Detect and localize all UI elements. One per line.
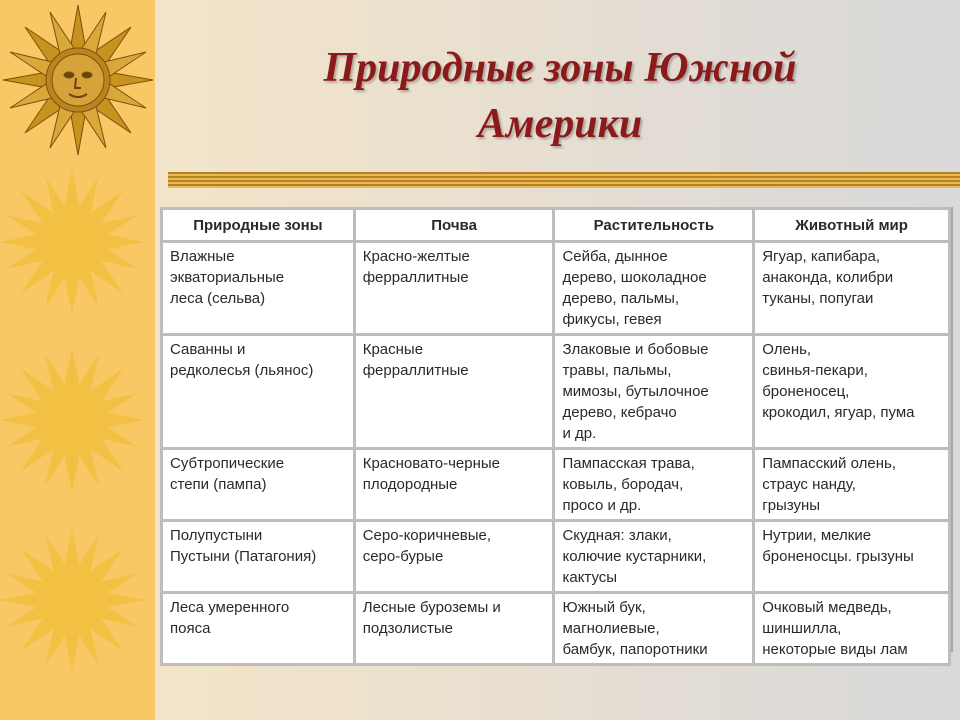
cell-line: колючие кустарники, — [562, 548, 707, 565]
title-divider — [168, 172, 960, 188]
table-row — [163, 450, 948, 519]
cell-line: некоторые виды лам — [762, 641, 908, 658]
cell-line: ковыль, бородач, — [562, 476, 684, 493]
page-title — [230, 40, 890, 152]
cell-line: страус нанду, — [762, 476, 856, 493]
cell-line: Влажные — [170, 248, 235, 265]
cell-line: фикусы, гевея — [562, 311, 662, 328]
cell-line: Очковый медведь, — [762, 599, 892, 616]
title-line-1: Природные зоны Южной — [323, 45, 797, 91]
cell-line: бамбук, папоротники — [562, 641, 708, 658]
cell-line: Субтропические — [170, 455, 285, 472]
cell-line: ферраллитные — [362, 362, 469, 379]
cell-line: крокодил, ягуар, пума — [762, 404, 915, 421]
cell-line: Лесные буроземы и — [362, 599, 501, 616]
cell-line: и др. — [562, 425, 597, 442]
cell-animals — [755, 594, 948, 663]
cell-line: кактусы — [562, 569, 618, 586]
cell-line: Красновато-черные — [362, 455, 501, 472]
cell-zone — [163, 243, 353, 333]
cell-line: Леса умеренного — [170, 599, 290, 616]
cell-line: Злаковые и бобовые — [562, 341, 709, 358]
cell-line: редколесья (льянос) — [170, 362, 314, 379]
header-animals: Животный мир — [755, 210, 948, 240]
cell-line: Саванны и — [170, 341, 246, 358]
cell-soil — [356, 243, 553, 333]
table-header-row — [163, 210, 948, 240]
cell-line: Пампасская трава, — [562, 455, 695, 472]
cell-line: броненосец, — [762, 383, 850, 400]
cell-line: ферраллитные — [362, 269, 469, 286]
cell-line: Полупустыни — [170, 527, 263, 544]
cell-line: Серо-коричневые, — [362, 527, 492, 544]
header-zones: Природные зоны — [163, 210, 353, 240]
cell-soil — [356, 336, 553, 447]
cell-plants — [555, 336, 752, 447]
table-row — [163, 336, 948, 447]
cell-animals — [755, 336, 948, 447]
cell-plants — [555, 522, 752, 591]
cell-zone — [163, 522, 353, 591]
title-line-2: Америки — [477, 101, 643, 147]
cell-line: травы, пальмы, — [562, 362, 672, 379]
cell-line: броненосцы. грызуны — [762, 548, 914, 565]
cell-line: свинья-пекари, — [762, 362, 868, 379]
cell-animals — [755, 450, 948, 519]
cell-line: Южный бук, — [562, 599, 646, 616]
table-row — [163, 243, 948, 333]
cell-line: просо и др. — [562, 497, 642, 514]
cell-line: дерево, кебрачо — [562, 404, 677, 421]
cell-line: грызуны — [762, 497, 821, 514]
cell-line: Пампасский олень, — [762, 455, 896, 472]
cell-line: Сейба, дынное — [562, 248, 668, 265]
cell-line: туканы, попугаи — [762, 290, 874, 307]
cell-line: Скудная: злаки, — [562, 527, 672, 544]
sun-pattern-icon — [0, 170, 155, 720]
cell-soil — [356, 522, 553, 591]
cell-line: Пустыни (Патагония) — [170, 548, 317, 565]
table-row — [163, 522, 948, 591]
cell-plants — [555, 450, 752, 519]
header-plants: Растительность — [555, 210, 752, 240]
cell-animals — [755, 522, 948, 591]
header-soil: Почва — [356, 210, 553, 240]
cell-line: дерево, шоколадное — [562, 269, 707, 286]
cell-line: серо-бурые — [362, 548, 444, 565]
cell-animals — [755, 243, 948, 333]
cell-line: Олень, — [762, 341, 812, 358]
cell-zone — [163, 594, 353, 663]
cell-line: Красно-желтые — [362, 248, 470, 265]
cell-line: магнолиевые, — [562, 620, 660, 637]
table-row — [163, 594, 948, 663]
cell-line: экваториальные — [170, 269, 285, 286]
cell-line: анаконда, колибри — [762, 269, 894, 286]
cell-line: пояса — [170, 620, 211, 637]
cell-zone — [163, 336, 353, 447]
cell-line: плодородные — [362, 476, 458, 493]
cell-line: леса (сельва) — [170, 290, 266, 307]
cell-line: дерево, пальмы, — [562, 290, 680, 307]
cell-line: шиншилла, — [762, 620, 842, 637]
cell-soil — [356, 594, 553, 663]
cell-line: Красные — [362, 341, 424, 358]
cell-zone — [163, 450, 353, 519]
cell-plants — [555, 243, 752, 333]
decorative-sidebar — [0, 0, 155, 720]
natural-zones-table — [160, 207, 951, 666]
cell-line: Нутрии, мелкие — [762, 527, 872, 544]
cell-soil — [356, 450, 553, 519]
cell-plants — [555, 594, 752, 663]
cell-line: мимозы, бутылочное — [562, 383, 709, 400]
cell-line: подзолистые — [362, 620, 453, 637]
cell-line: Ягуар, капибара, — [762, 248, 881, 265]
sun-face-icon — [0, 0, 155, 165]
cell-line: степи (пампа) — [170, 476, 267, 493]
zones-table-frame — [160, 207, 953, 658]
